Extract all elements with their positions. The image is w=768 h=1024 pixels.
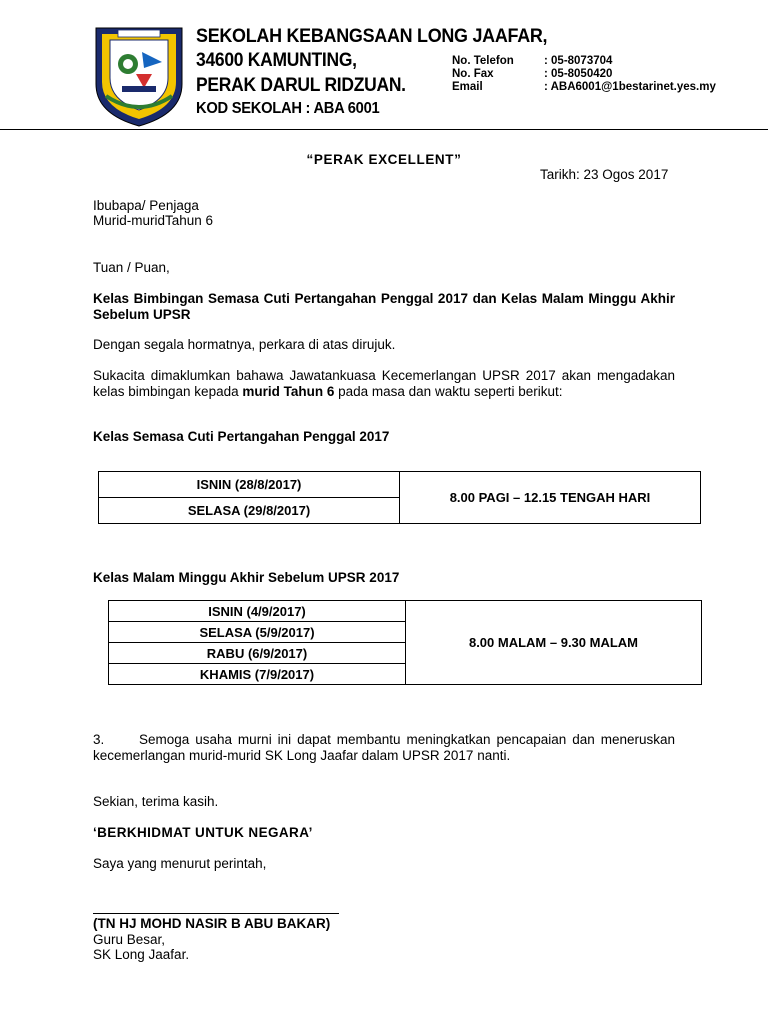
salutation: Tuan / Puan, — [93, 260, 170, 275]
letter-subject: Kelas Bimbingan Semasa Cuti Pertangahan Penggal 2017 dan Kelas Malam Minggu Akhir Sebelum UPSR — [93, 291, 675, 322]
school-address-line2: PERAK DARUL RIDZUAN. — [196, 75, 406, 96]
contact-email-label: Email — [452, 81, 483, 93]
signatory-title: Guru Besar, — [93, 932, 166, 947]
opening-paragraph: Dengan segala hormatnya, perkara di atas dirujuk. — [93, 337, 396, 352]
contact-email-value: : ABA6001@1bestarinet.yes.my — [544, 81, 716, 93]
school-name: SEKOLAH KEBANGSAAN LONG JAAFAR, — [196, 25, 548, 47]
schedule2-day: SELASA (5/9/2017) — [109, 622, 406, 643]
schedule-table-2 — [108, 600, 702, 685]
contact-phone-label: No. Telefon — [452, 55, 514, 67]
header-divider — [0, 129, 768, 130]
sign-off: Saya yang menurut perintah, — [93, 856, 267, 871]
paragraph-3-number: 3. — [93, 732, 105, 747]
recipient-line2: Murid-muridTahun 6 — [93, 213, 214, 228]
school-address-line1: 34600 KAMUNTING, — [196, 50, 357, 71]
schedule1-day: SELASA (29/8/2017) — [99, 498, 400, 524]
contact-fax-value: : 05-8050420 — [544, 68, 613, 80]
letter-date: Tarikh: 23 Ogos 2017 — [540, 167, 669, 182]
section1-title: Kelas Semasa Cuti Pertangahan Penggal 2017 — [93, 429, 390, 444]
contact-phone-value: : 05-8073704 — [544, 55, 613, 67]
paragraph-2-text-b: pada masa dan waktu seperti berikut: — [334, 384, 563, 399]
signature-line — [93, 913, 339, 914]
signatory-school: SK Long Jaafar. — [93, 947, 190, 962]
paragraph-2-text-a: Sukacita dimaklumkan bahawa Jawatankuasa Kecemerlangan UPSR 2017 akan mengadakan kelas bimbingan kepada — [93, 368, 675, 399]
paragraph-3 — [93, 732, 675, 764]
schedule1-time: 8.00 PAGI – 12.15 TENGAH HARI — [400, 472, 701, 524]
schedule2-day: ISNIN (4/9/2017) — [109, 601, 406, 622]
schedule2-day: KHAMIS (7/9/2017) — [109, 664, 406, 685]
schedule1-day: ISNIN (28/8/2017) — [99, 472, 400, 498]
schedule2-time: 8.00 MALAM – 9.30 MALAM — [406, 601, 702, 685]
paragraph-3-text: Semoga usaha murni ini dapat membantu meningkatkan pencapaian dan meneruskan kecemerlangan murid-murid SK Long Jaafar dalam UPSR 2017 nanti. — [93, 732, 675, 763]
closing: Sekian, terima kasih. — [93, 794, 219, 809]
signatory-name: (TN HJ MOHD NASIR B ABU BAKAR) — [93, 916, 331, 931]
recipient-line1: Ibubapa/ Penjaga — [93, 198, 199, 213]
slogan: ‘BERKHIDMAT UNTUK NEGARA’ — [93, 825, 313, 840]
school-code: KOD SEKOLAH : ABA 6001 — [196, 100, 380, 117]
paragraph-2 — [93, 368, 675, 400]
school-logo — [92, 22, 186, 128]
section2-title: Kelas Malam Minggu Akhir Sebelum UPSR 2017 — [93, 570, 400, 585]
schedule-table-1 — [98, 471, 701, 524]
letter-motto: “PERAK EXCELLENT” — [306, 152, 462, 167]
contact-fax-label: No. Fax — [452, 68, 494, 80]
paragraph-2-bold: murid Tahun 6 — [242, 384, 335, 399]
schedule2-day: RABU (6/9/2017) — [109, 643, 406, 664]
